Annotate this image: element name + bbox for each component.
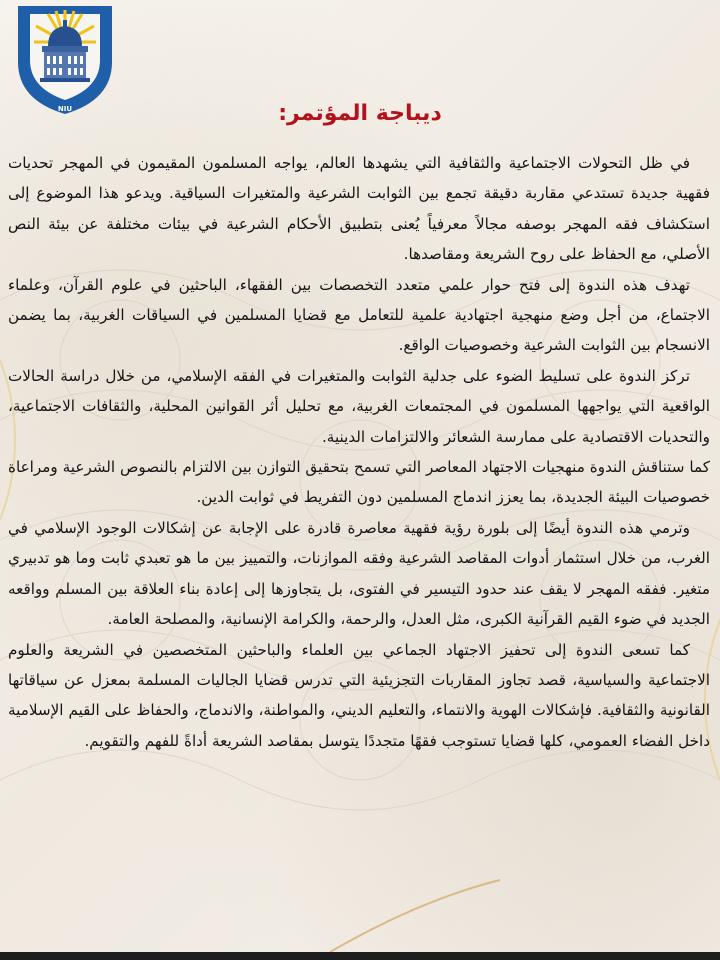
paragraph-vision: وترمي هذه الندوة أيضًا إلى بلورة رؤية فقهية معاصرة قادرة على الإجابة عن إشكالات الوجود الإسلامي في الغرب، من خلال استثمار أدوات المقاصد الشرعية وفقه الموازنات، والتمييز بين ما هو تعبدي ثابت وما هو تدبيري متغير. ففقه المهجر لا يقف عند حدود التيسير في الفتوى، بل يتجاوزها إلى إعادة بناء العلاقة بين المسلم وواقعه الجديد في ضوء القيم القرآنية الكبرى، مثل العدل، والرحمة، والكرامة الإنسانية، والمصلحة العامة.	[8, 518, 710, 629]
page-title: ديباجة المؤتمر:	[278, 101, 442, 126]
paragraph-collective-ijtihad: كما تسعى الندوة إلى تحفيز الاجتهاد الجماعي بين العلماء والباحثين المتخصصين في الشريعة والعلوم الاجتماعية والسياسية، قصد تجاوز المقاربات التجزيئية التي تدرس قضايا الجاليات المسلمة بمعزل عن سياقاتها القانونية والثقافية. فإشكالات الهوية والانتماء، والتعليم الديني، والمواطنة، والاندماج، والحفاظ على القيم الإسلامية داخل الفضاء العمومي، كلها قضايا تستوجب فقهًا متجددًا يتوسل بمقاصد الشريعة أداةً للفهم والتقويم.	[8, 640, 710, 750]
bottom-bar	[0, 952, 720, 960]
svg-text:NIU: NIU	[57, 105, 73, 113]
document-body	[8, 148, 710, 756]
paragraph-intro: في ظل التحولات الاجتماعية والثقافية التي يشهدها العالم، يواجه المسلمون المقيمون في المهجر تحديات فقهية جديدة تستدعي مقاربة دقيقة تجمع بين الثوابت الشرعية والمتغيرات السياقية. ويدعو هذا الموضوع إلى استكشاف فقه المهجر بوصفه مجالاً معرفياً يُعنى بتطبيق الأحكام الشرعية في بيئات مختلفة عن بيئة النص الأصلي، مع الحفاظ على روح الشريعة ومقاصدها.	[8, 154, 710, 264]
paragraph-focus: تركز الندوة على تسليط الضوء على جدلية الثوابت والمتغيرات في الفقه الإسلامي، من خلال دراسة الحالات الواقعية التي يواجهها المسلمون في المجتمعات الغربية، مع تحليل أثر القوانين المحلية، والثقافات الاجتماعية، والتحديات الاقتصادية على ممارسة الشعائر والالتزامات الدينية.	[8, 366, 710, 446]
paragraph-methodologies: كما ستناقش الندوة منهجيات الاجتهاد المعاصر التي تسمح بتحقيق التوازن بين الالتزام بالنصوص الشرعية ومراعاة خصوصيات البيئة الجديدة، بما يعزز اندماج المسلمين دون التفريط في ثوابت الدين.	[8, 458, 710, 507]
paragraph-goals: تهدف هذه الندوة إلى فتح حوار علمي متعدد التخصصات بين الفقهاء، الباحثين في علوم القرآن، وعلماء الاجتماع، من أجل وضع منهجية اجتهادية علمية للتعامل مع قضايا المسلمين في السياقات الغربية، بما يضمن الانسجام بين الثوابت الشرعية وخصوصيات الواقع.	[8, 275, 710, 355]
